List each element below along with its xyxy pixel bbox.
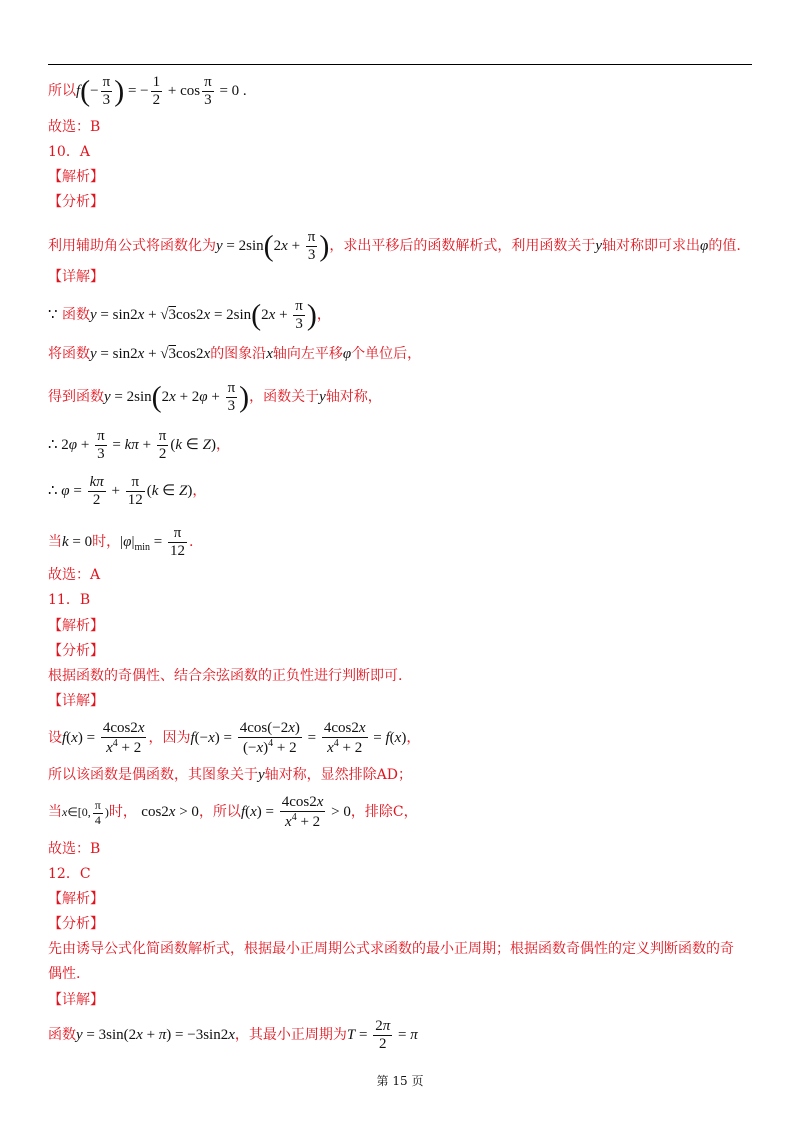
page-footer: 第 15 页 (376, 1074, 424, 1088)
section-heading: 【分析】 (48, 916, 104, 932)
section-heading: 【分析】 (48, 643, 104, 659)
section-heading: 【解析】 (48, 169, 104, 185)
text-line: 当k = 0时，$|\varphi|_{min}$ = $\frac{\pi}{12}$ . (48, 525, 194, 560)
text-line: 得到函数y = 2sin(2x + 2φ + $\frac{\pi}{3}$ )，函数关于y轴对称， (48, 380, 382, 415)
text-line: 所以该函数是偶函数，其图象关于y轴对称，显然排除AD； (48, 767, 413, 783)
equation-line: 函数y = 3sin(2x + π) = −3sin2x，其最小正周期为T = $\frac{2\pi}{2}$ = π (48, 1018, 418, 1053)
section-heading: 【详解】 (48, 693, 104, 709)
equation-line: 设f(x) = $\frac{4\cos 2x}{x^4 + 2}$ ，因为f(−x) = $\frac{4\cos(-2x)}{(-x)^4 + 2}$ = $\frac{4\cos 2x}{x^4 + 2}$ = f(x)， (48, 720, 421, 757)
text-line: 偶性. (48, 966, 81, 982)
text-line: 利用辅助角公式将函数化为y = 2sin(2x + $\frac{\pi}{3}$ )，求出平移后的函数解析式，利用函数关于y轴对称即可求出φ的值. (48, 229, 741, 264)
section-heading: 【分析】 (48, 194, 104, 210)
answer-line: 故选：A (48, 567, 101, 583)
section-heading: 【解析】 (48, 891, 104, 907)
section-heading: 【详解】 (48, 269, 104, 285)
equation-line: ∴ φ = $\frac{k\pi}{2}$ + $\frac{\pi}{12}$ (k ∈ Z)， (48, 474, 207, 509)
text-line: 将函数y = sin2x + √3cos2x的图象沿x轴向左平移φ个单位后， (48, 346, 422, 362)
answer-line: 故选：B (48, 119, 101, 135)
section-heading: 【解析】 (48, 618, 104, 634)
header-rule (48, 64, 752, 65)
answer-line: 故选：B (48, 841, 101, 857)
text-line: 根据函数的奇偶性、结合余弦函数的正负性进行判断即可. (48, 668, 403, 684)
question-number: 12．C (48, 866, 91, 882)
text-line: ∵ 函数y = sin2x + √3cos2x = 2sin(2x + $\frac{\pi}{3}$ )， (48, 298, 331, 333)
question-number: 10．A (48, 144, 90, 160)
text-line: 当x∈[0, $\frac{\pi}{4}$ )时， cos2x > 0，所以f(x) = $\frac{4\cos 2x}{x^4 + 2}$ > 0，排除C， (48, 794, 418, 831)
equation-line: ∴ 2φ + $\frac{\pi}{3}$ = kπ + $\frac{\pi}{2}$ (k ∈ Z)， (48, 428, 230, 463)
text-line: 先由诱导公式化简函数解析式，根据最小正周期公式求函数的最小正周期；根据函数奇偶性的定义判断函数的奇 (48, 941, 734, 957)
question-number: 11．B (48, 592, 91, 608)
section-heading: 【详解】 (48, 992, 104, 1008)
text-line: 所以f(− $\frac{\pi}{3}$ ) = − $\frac{1}{2}$ + cos $\frac{\pi}{3}$ = 0 . (48, 74, 247, 109)
